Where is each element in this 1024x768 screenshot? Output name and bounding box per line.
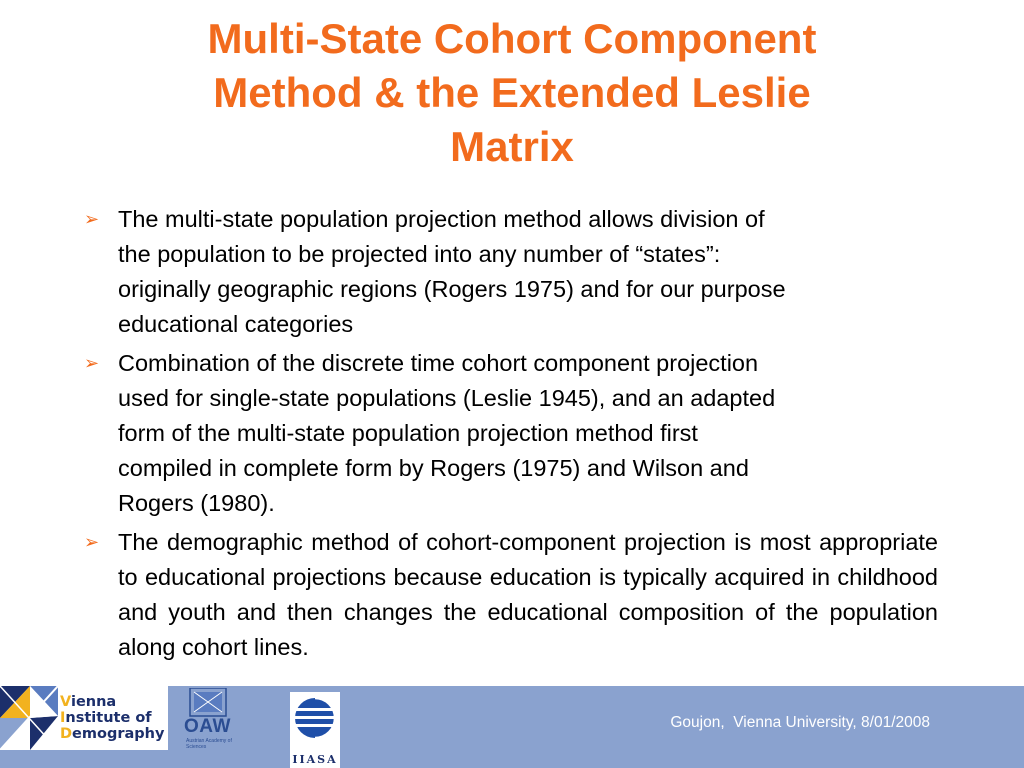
arrow-bullet-icon: ➢	[84, 353, 100, 373]
oaw-logo-text: OAW	[184, 716, 231, 737]
arrow-bullet-icon: ➢	[84, 209, 100, 229]
bullet-line: compiled in complete form by Rogers (1975) and Wilson and	[118, 455, 749, 481]
bullet-item	[82, 346, 938, 521]
bullet-list	[82, 202, 938, 669]
title-line: Multi-State Cohort Component	[207, 15, 817, 62]
iiasa-logo-text: IIASA	[292, 753, 338, 766]
title-line: Method & the Extended Leslie	[213, 69, 811, 116]
bullet-line: Combination of the discrete time cohort component projection	[118, 350, 759, 376]
bullet-line: the population to be projected into any number of “states”:	[118, 241, 721, 267]
footer-credit: Goujon, Vienna University, 8/01/2008	[670, 714, 930, 731]
vid-logo-text: Vienna Institute of Demography	[60, 694, 165, 742]
bullet-line: educational categories	[118, 311, 354, 337]
bullet-line: form of the multi-state population projection method first	[118, 420, 698, 446]
bullet-text	[118, 202, 786, 342]
bullet-text: The demographic method of cohort-component projection is most appropriate to educational projections because education is typically acquired in childhood and youth and then changes the educational composition of the population along cohort lines.	[118, 529, 938, 660]
slide-title	[60, 12, 964, 174]
bullet-item	[82, 525, 938, 665]
vienna-institute-of-demography-logo	[0, 686, 168, 750]
bullet-line: Rogers (1980).	[118, 490, 275, 516]
title-line: Matrix	[450, 123, 574, 170]
iiasa-globe-icon	[290, 692, 340, 752]
vid-geometric-mark-icon	[0, 686, 58, 750]
bullet-item	[82, 202, 938, 342]
arrow-bullet-icon: ➢	[84, 532, 100, 552]
iiasa-logo	[290, 692, 340, 768]
bullet-line: used for single-state populations (Leslie 1945), and an adapted	[118, 385, 776, 411]
bullet-text	[118, 346, 775, 521]
bullet-line: originally geographic regions (Rogers 1975) and for our purpose	[118, 276, 786, 302]
oaw-logo-subtext: Austrian Academy of Sciences	[186, 738, 232, 750]
bullet-line: The multi-state population projection method allows division of	[118, 206, 765, 232]
footer-band	[0, 686, 1024, 768]
